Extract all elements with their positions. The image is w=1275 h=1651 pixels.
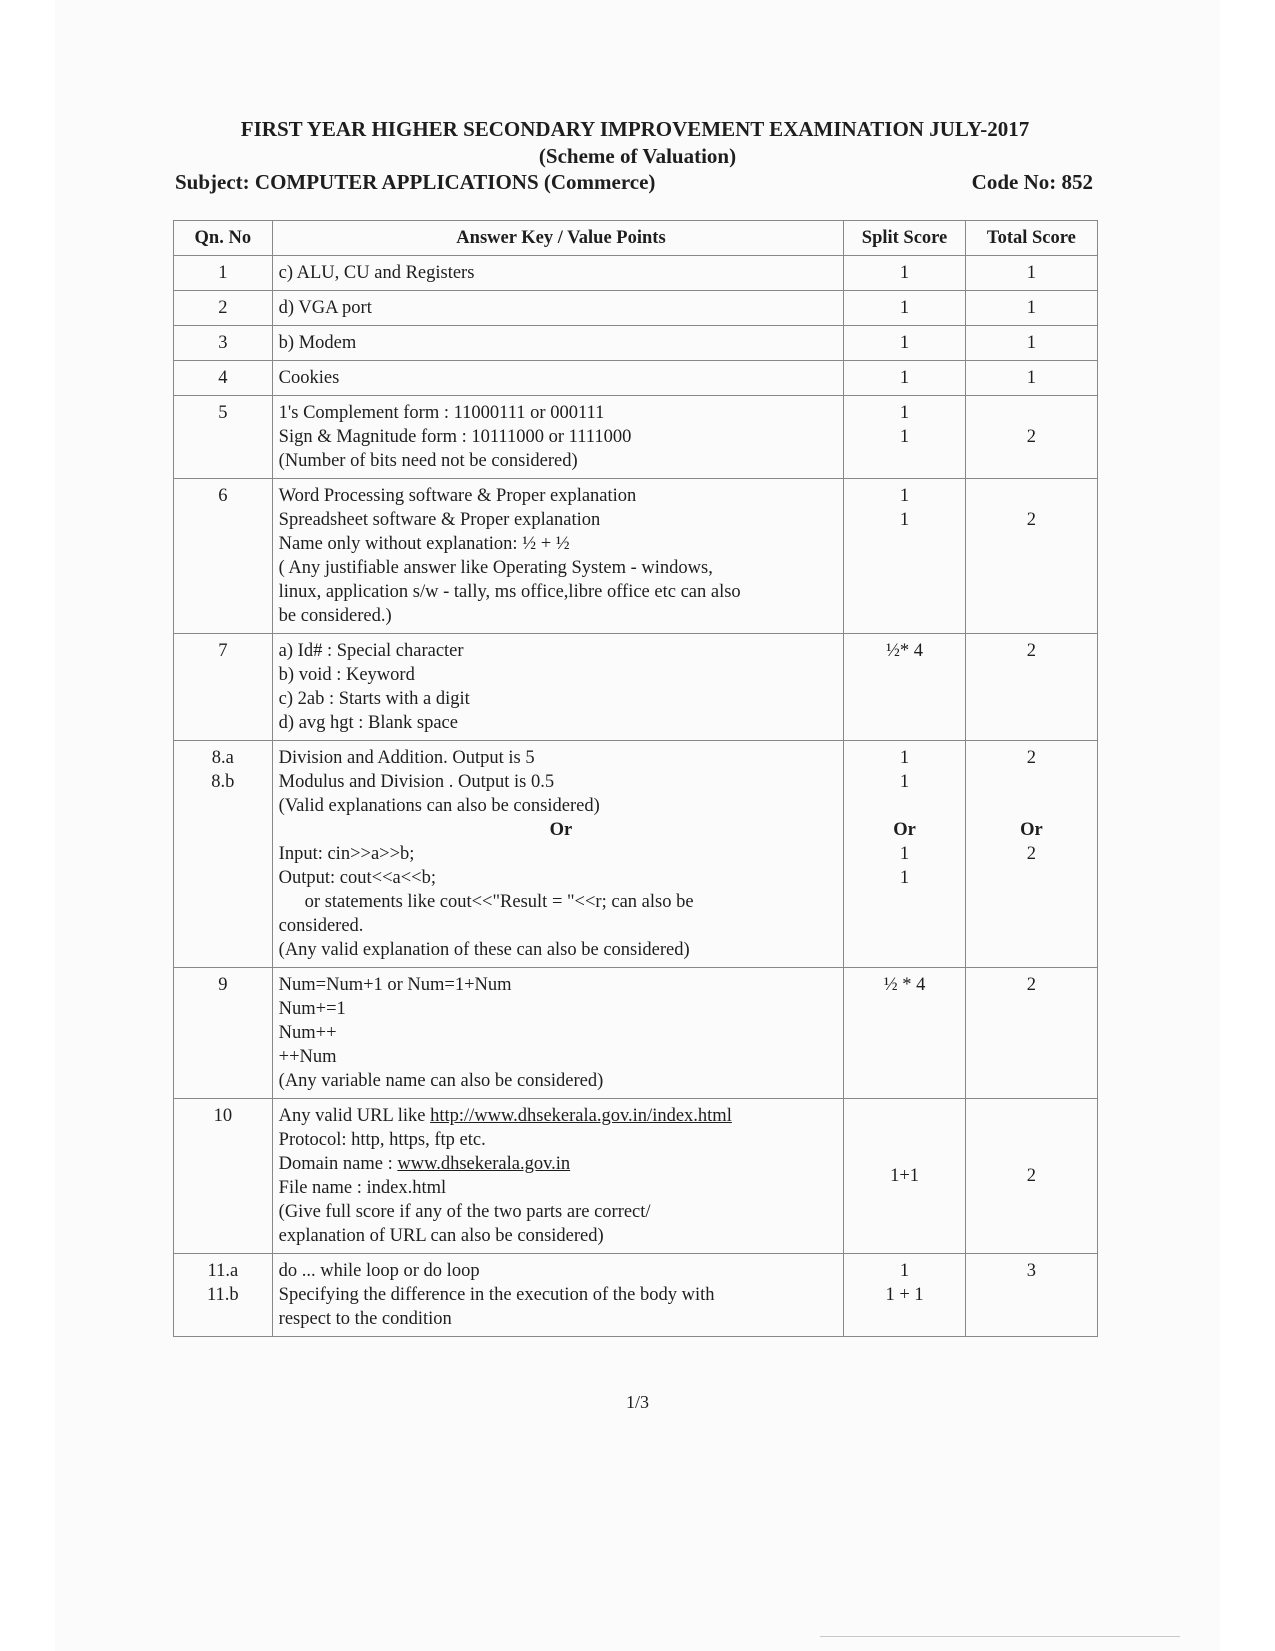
answer-line: Division and Addition. Output is 5	[278, 748, 535, 768]
split-score: 1	[899, 748, 910, 768]
answer-line: Output: cout<<a<<b;	[278, 868, 436, 888]
answer-key-table	[173, 220, 1098, 1337]
domain-prefix: Domain name :	[278, 1154, 398, 1174]
exam-title: FIRST YEAR HIGHER SECONDARY IMPROVEMENT EXAMINATION JULY-2017	[240, 117, 1030, 141]
qn-cell	[174, 291, 273, 326]
header-total-score: Total Score	[965, 221, 1097, 256]
total-cell	[965, 361, 1097, 396]
answer-cell	[272, 1254, 844, 1337]
split-score: 1	[899, 263, 910, 283]
qn-cell	[174, 396, 273, 479]
answer-line: File name : index.html	[278, 1178, 447, 1198]
qn-cell	[174, 741, 273, 968]
total-score: 1	[1026, 368, 1036, 388]
table-row	[174, 741, 1098, 968]
split-score: 1	[899, 298, 910, 318]
qn-number: 2	[218, 298, 228, 318]
table-row	[174, 479, 1098, 634]
answer-line: c) 2ab : Starts with a digit	[278, 689, 470, 709]
qn-number: 10	[213, 1106, 233, 1126]
split-cell	[844, 968, 965, 1099]
qn-number: 3	[218, 333, 228, 353]
answer-line: Modulus and Division . Output is 0.5	[278, 772, 555, 792]
split-cell	[844, 479, 965, 634]
total-score: 2	[1026, 641, 1036, 661]
total-score: 2	[1026, 844, 1036, 864]
answer-line: explanation of URL can also be considered)	[278, 1226, 604, 1246]
split-score: ½* 4	[886, 641, 924, 661]
total-score: 1	[1026, 263, 1036, 283]
total-cell	[965, 291, 1097, 326]
split-score: 1	[899, 368, 910, 388]
answer-line: b) Modem	[278, 333, 357, 353]
answer-line: c) ALU, CU and Registers	[278, 263, 475, 283]
split-cell	[844, 361, 965, 396]
answer-line: Word Processing software & Proper explanation	[278, 486, 637, 506]
qn-cell	[174, 1099, 273, 1254]
answer-line: Specifying the difference in the execution of the body with	[278, 1285, 715, 1305]
qn-number: 8.b	[211, 772, 235, 792]
answer-cell	[272, 256, 844, 291]
answer-cell	[272, 291, 844, 326]
split-score: 1	[899, 427, 910, 447]
qn-cell	[174, 968, 273, 1099]
url-link[interactable]: http://www.dhsekerala.gov.in/index.html	[430, 1106, 732, 1126]
qn-cell	[174, 479, 273, 634]
qn-number: 1	[218, 263, 228, 283]
total-cell	[965, 396, 1097, 479]
answer-cell	[272, 361, 844, 396]
total-cell	[965, 326, 1097, 361]
answer-cell	[272, 479, 844, 634]
total-score: 2	[1026, 427, 1036, 447]
qn-number: 6	[218, 486, 228, 506]
table-row	[174, 256, 1098, 291]
answer-cell	[272, 634, 844, 741]
answer-line: a) Id# : Special character	[278, 641, 464, 661]
split-cell	[844, 1099, 965, 1254]
url-prefix: Any valid URL like	[278, 1106, 431, 1126]
split-score: 1	[899, 333, 910, 353]
split-cell	[844, 326, 965, 361]
header-qn-no: Qn. No	[174, 221, 273, 256]
split-score: 1	[899, 510, 910, 530]
bottom-rule	[820, 1636, 1180, 1637]
qn-number: 5	[218, 403, 228, 423]
split-score: 1 + 1	[885, 1285, 924, 1305]
total-score: 2	[1026, 975, 1036, 995]
qn-cell	[174, 326, 273, 361]
answer-line: ++Num	[278, 1047, 337, 1067]
total-cell	[965, 968, 1097, 1099]
split-cell	[844, 256, 965, 291]
answer-line: considered.	[278, 916, 364, 936]
total-score: 2	[1026, 510, 1036, 530]
domain-link[interactable]: www.dhsekerala.gov.in	[397, 1154, 571, 1174]
split-score: 1	[899, 1261, 910, 1281]
header-split-score: Split Score	[844, 221, 965, 256]
answer-line	[279, 1104, 844, 1128]
answer-line: (Give full score if any of the two parts are correct/	[278, 1202, 651, 1222]
total-score: 2	[1026, 1166, 1036, 1186]
answer-line: d) avg hgt : Blank space	[278, 713, 458, 733]
answer-cell	[272, 741, 844, 968]
answer-line: do ... while loop or do loop	[278, 1261, 480, 1281]
page-number: 1/3	[625, 1392, 649, 1412]
total-cell	[965, 479, 1097, 634]
qn-number: 9	[218, 975, 228, 995]
total-score: 1	[1026, 333, 1036, 353]
answer-line: (Any variable name can also be considered)	[278, 1071, 604, 1091]
table-row	[174, 634, 1098, 741]
table-row	[174, 1254, 1098, 1337]
table-row	[174, 326, 1098, 361]
answer-line	[279, 1152, 844, 1176]
table-row	[174, 396, 1098, 479]
answer-line: b) void : Keyword	[278, 665, 415, 685]
qn-cell	[174, 634, 273, 741]
total-score: 3	[1026, 1261, 1036, 1281]
split-cell	[844, 291, 965, 326]
total-cell	[965, 1099, 1097, 1254]
answer-line: respect to the condition	[278, 1309, 452, 1329]
answer-line: 1's Complement form : 11000111 or 000111	[278, 403, 605, 423]
answer-cell	[272, 396, 844, 479]
split-score: 1	[899, 844, 910, 864]
total-or: Or	[1020, 820, 1043, 840]
header-answer-key: Answer Key / Value Points	[272, 221, 844, 256]
total-cell	[965, 741, 1097, 968]
table-row	[174, 968, 1098, 1099]
qn-cell	[174, 1254, 273, 1337]
answer-line: Num++	[278, 1023, 337, 1043]
answer-line: Name only without explanation: ½ + ½	[278, 534, 570, 554]
answer-line: (Number of bits need not be considered)	[278, 451, 578, 471]
qn-number: 11.b	[206, 1285, 239, 1305]
split-cell	[844, 634, 965, 741]
qn-number: 11.a	[207, 1261, 239, 1281]
answer-line: Protocol: http, https, ftp etc.	[278, 1130, 486, 1150]
table-row	[174, 361, 1098, 396]
answer-cell	[272, 326, 844, 361]
split-score: 1	[899, 868, 910, 888]
total-cell	[965, 1254, 1097, 1337]
total-cell	[965, 634, 1097, 741]
qn-number: 4	[218, 368, 228, 388]
answer-line: Sign & Magnitude form : 10111000 or 1111000	[278, 427, 632, 447]
answer-line: Cookies	[278, 368, 340, 388]
answer-line: Input: cin>>a>>b;	[278, 844, 415, 864]
total-cell	[965, 256, 1097, 291]
answer-cell	[272, 1099, 844, 1254]
split-score: ½ * 4	[883, 975, 926, 995]
table-row	[174, 291, 1098, 326]
answer-line: be considered.)	[278, 606, 392, 626]
split-score: 1	[899, 403, 910, 423]
exam-subtitle: (Scheme of Valuation)	[538, 144, 737, 168]
split-cell	[844, 1254, 965, 1337]
answer-cell	[272, 968, 844, 1099]
total-score: 2	[1026, 748, 1036, 768]
qn-cell	[174, 361, 273, 396]
table-row	[174, 1099, 1098, 1254]
split-or: Or	[893, 820, 916, 840]
answer-line: (Valid explanations can also be considered)	[278, 796, 600, 816]
split-score: 1+1	[890, 1166, 919, 1186]
qn-cell	[174, 256, 273, 291]
table-header-row	[174, 221, 1098, 256]
answer-line: linux, application s/w - tally, ms office,libre office etc can also	[278, 582, 741, 602]
answer-line: Num+=1	[278, 999, 346, 1019]
answer-line: d) VGA port	[278, 298, 372, 318]
answer-line: (Any valid explanation of these can also be considered)	[278, 940, 690, 960]
qn-number: 7	[218, 641, 228, 661]
answer-line: Spreadsheet software & Proper explanation	[278, 510, 601, 530]
or-divider: Or	[549, 820, 573, 840]
split-cell	[844, 741, 965, 968]
subject-label: Subject: COMPUTER APPLICATIONS (Commerce)	[175, 170, 656, 194]
total-score: 1	[1026, 298, 1036, 318]
qn-number: 8.a	[211, 748, 234, 768]
split-score: 1	[899, 772, 910, 792]
split-cell	[844, 396, 965, 479]
answer-line: ( Any justifiable answer like Operating System - windows,	[278, 558, 713, 578]
code-number: Code No: 852	[971, 170, 1093, 194]
answer-line: Num=Num+1 or Num=1+Num	[278, 975, 512, 995]
answer-line: or statements like cout<<"Result = "<<r; can also be	[304, 892, 694, 912]
split-score: 1	[899, 486, 910, 506]
